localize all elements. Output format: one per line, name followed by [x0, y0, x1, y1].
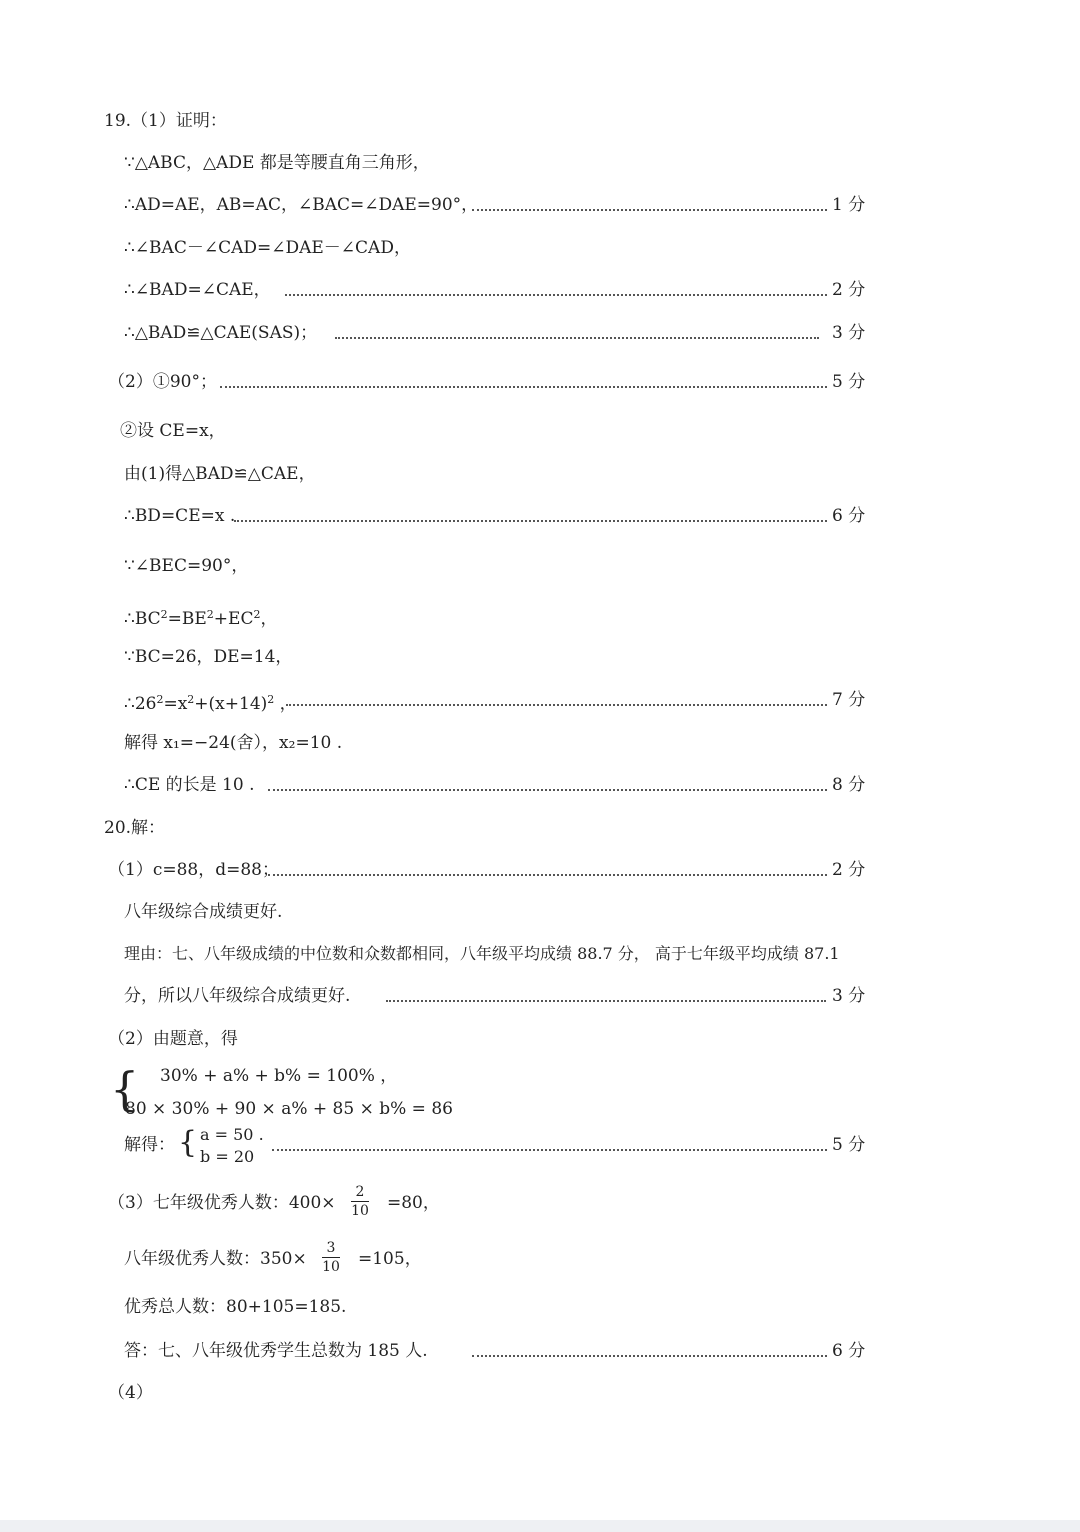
answer-line [0, 939, 1080, 969]
fraction: 2 10 [351, 1184, 369, 1219]
answer-step: 优秀总人数：80+105=185. [124, 1297, 347, 1317]
proof-step: 由(1)得△BAD≌△CAE， [124, 464, 316, 484]
score-label: 8 分 [832, 775, 866, 795]
proof-line [0, 367, 1080, 397]
dot-leader [268, 789, 827, 791]
answer-line [0, 981, 1080, 1011]
score-label: 3 分 [832, 986, 866, 1006]
proof-line [0, 551, 1080, 581]
proof-step: ∴∠BAC－∠CAD=∠DAE－∠CAD， [124, 238, 411, 258]
answer-step: =105， [358, 1249, 422, 1269]
proof-line [0, 275, 1080, 305]
proof-step: ∴CE 的长是 10 . [124, 775, 255, 795]
solution-a: a = 50 . [200, 1125, 264, 1144]
answer-step: （1）c=88，d=88； [108, 860, 279, 880]
score-label: 1 分 [832, 195, 866, 215]
equation: $\therefore BC^2=BE^2+EC^2$， [124, 608, 278, 629]
dot-leader [220, 386, 827, 388]
proof-line [0, 318, 1080, 348]
proof-step: ②设 CE=x， [120, 421, 226, 441]
q20-title: 20.解： [104, 818, 166, 838]
answer-line [0, 897, 1080, 927]
answer-step: 理由：七、八年级成绩的中位数和众数都相同，八年级平均成绩 88.7 分， 高于七年级平均成绩 87.1 [124, 944, 840, 963]
proof-line [0, 770, 1080, 800]
proof-line [0, 416, 1080, 446]
equation: 30% + a% + b% = 100% ， [160, 1066, 398, 1086]
dot-leader [472, 1355, 827, 1357]
score-label: 2 分 [832, 280, 866, 300]
q19-heading [0, 106, 1080, 136]
proof-line [0, 685, 1080, 715]
solution-b: b = 20 [200, 1147, 255, 1166]
proof-step: ∴△BAD≌△CAE(SAS)； [124, 323, 318, 343]
fraction: 3 10 [322, 1240, 340, 1275]
part-heading: （4） [108, 1383, 153, 1403]
answer-line [0, 1244, 1080, 1274]
answer-line [0, 1336, 1080, 1366]
equation-line [0, 1094, 1080, 1124]
solution-brace: { [178, 1125, 198, 1160]
answer-step: =80， [387, 1193, 440, 1213]
answer-line [0, 1125, 1080, 1160]
proof-step: 解得 x₁=−24(舍），x₂=10 . [124, 733, 343, 753]
proof-step: ∴∠BAD=∠CAE， [124, 280, 271, 300]
equation-line [0, 1061, 1080, 1091]
score-label: 5 分 [832, 372, 866, 392]
answer-line [0, 1024, 1080, 1054]
equation: $\therefore 26^2=x^2+(x+14)^2$ ， [124, 693, 297, 714]
q19-title: 19.（1）证明： [104, 111, 227, 131]
score-label: 5 分 [832, 1135, 866, 1155]
system-brace: { [110, 1062, 140, 1116]
answer-line [0, 1188, 1080, 1218]
proof-line [0, 459, 1080, 489]
score-label: 3 分 [832, 323, 866, 343]
answer-line [0, 1292, 1080, 1322]
dot-leader [286, 704, 827, 706]
equation: 80 × 30% + 90 × a% + 85 × b% = 86 [125, 1099, 453, 1119]
proof-line [0, 233, 1080, 263]
answer-step: 分，所以八年级综合成绩更好. [124, 986, 351, 1006]
dot-leader [268, 874, 827, 876]
proof-line [0, 728, 1080, 758]
part-heading: （2）①90°； [108, 372, 217, 392]
answer-step: 八年级综合成绩更好. [124, 902, 283, 922]
proof-step: ∵△ABC，△ADE 都是等腰直角三角形， [124, 153, 430, 173]
dot-leader [272, 1149, 827, 1151]
proof-step: ∴BD=CE=x . [124, 506, 236, 526]
answer-label: 解得： [124, 1135, 175, 1155]
proof-step: ∴AD=AE，AB=AC，∠BAC=∠DAE=90°， [124, 195, 479, 215]
dot-leader [386, 1000, 826, 1002]
proof-line [0, 190, 1080, 220]
page-bottom-edge [0, 1520, 1080, 1532]
q20-heading [0, 813, 1080, 843]
score-label: 6 分 [832, 506, 866, 526]
proof-step: ∵BC=26，DE=14， [124, 647, 293, 667]
dot-leader [472, 209, 827, 211]
part-heading: （2）由题意，得 [108, 1029, 238, 1049]
dot-leader [234, 520, 827, 522]
score-label: 6 分 [832, 1341, 866, 1361]
answer-step: （3）七年级优秀人数：400× [108, 1193, 336, 1213]
answer-line [0, 855, 1080, 885]
proof-line [0, 642, 1080, 672]
answer-line [0, 1378, 1080, 1408]
answer-step: 答：七、八年级优秀学生总数为 185 人. [124, 1341, 428, 1361]
proof-line [0, 600, 1080, 630]
score-label: 7 分 [832, 690, 866, 710]
proof-step: ∵∠BEC=90°， [124, 556, 249, 576]
proof-line [0, 501, 1080, 531]
dot-leader [335, 337, 819, 339]
dot-leader [285, 294, 827, 296]
score-label: 2 分 [832, 860, 866, 880]
proof-line [0, 148, 1080, 178]
answer-step: 八年级优秀人数：350× [124, 1249, 307, 1269]
